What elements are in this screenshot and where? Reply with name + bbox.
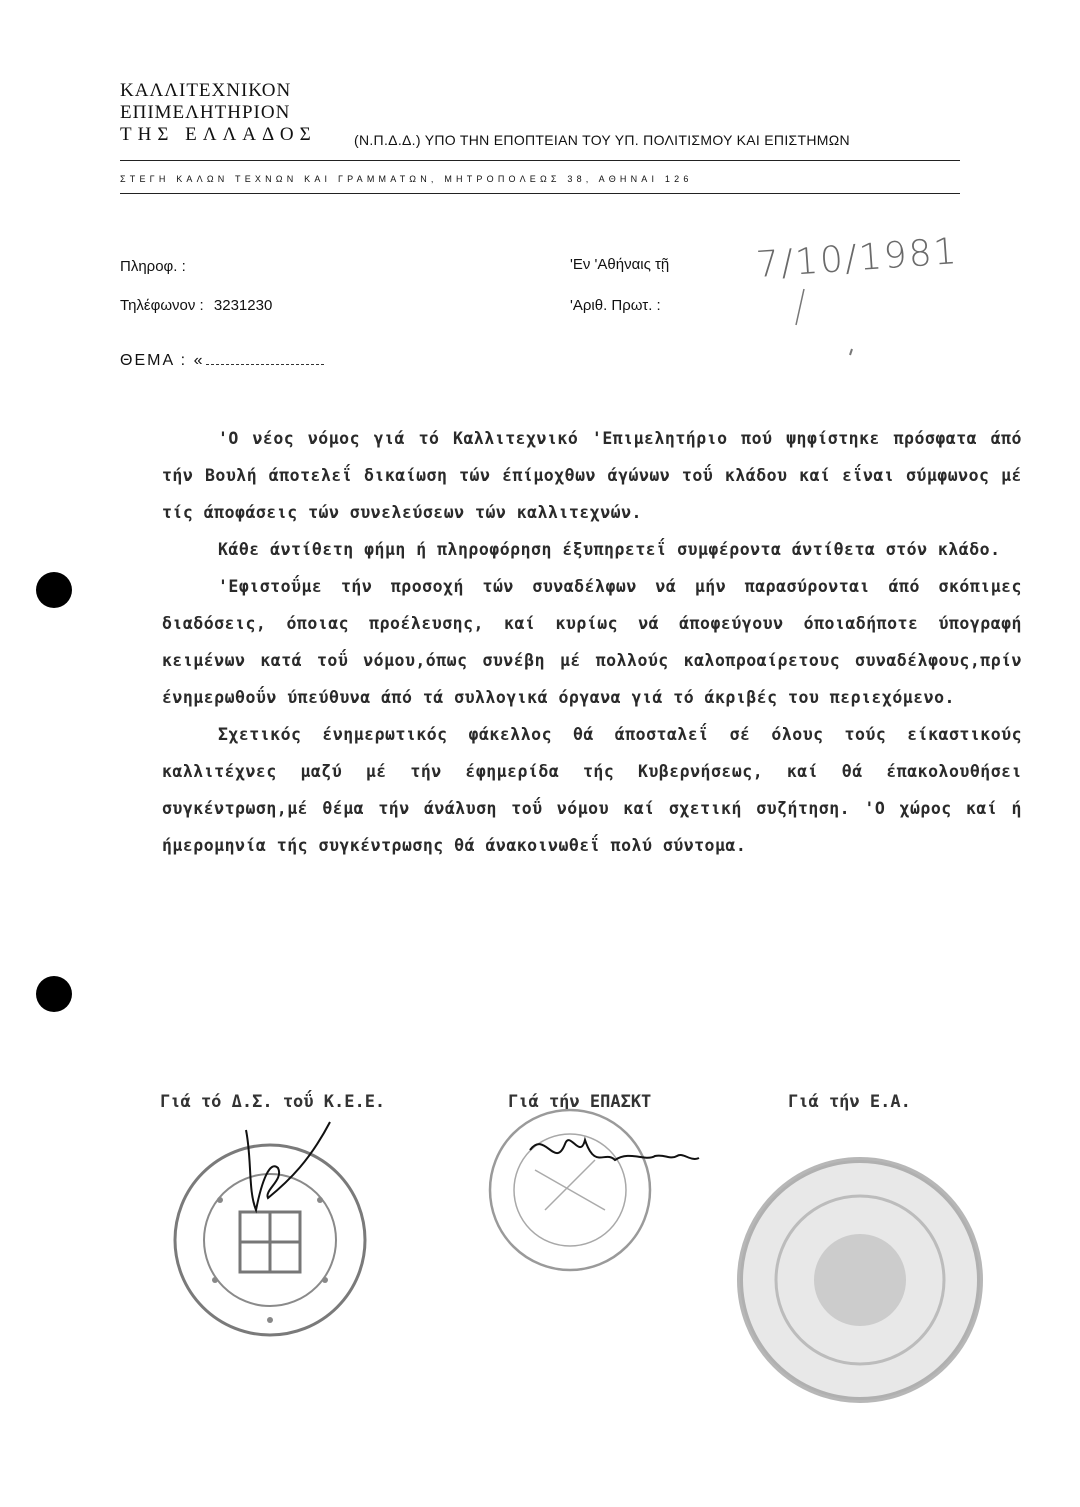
subject-field [120,352,324,370]
organization-name [120,80,317,146]
protocol-label: 'Αριθ. Πρωτ. : [570,297,661,314]
ea-seal-stamp [720,1130,1000,1430]
epaskt-seal-stamp [455,1100,715,1280]
phone-value: 3231230 [213,297,273,314]
signature-label-kee: Γιά τό Δ.Σ. τοΰ Κ.Ε.Ε. [160,1092,386,1112]
body-paragraph-1: 'Ο νέος νόμος γιά τό Καλλιτεχνικό 'Επιμελητήριο πού ψηφίστηκε πρόσφατα άπό τήν Βουλή άποτελεΐ δικαίωση τών έπίμοχθων άγώνων τοΰ κλάδου καί εΐναι σύμφωνος μέ τίς άποφάσεις τών συνελεύσεων τών καλλιτεχνών. [162,429,1022,522]
body-paragraph-3: 'Εφιστοΰμε τήν προσοχή τών συναδέλφων νά μήν παρασύρονται άπό σκόπιμες διαδόσεις, όποιας προέλευσης, καί κυρίως νά άποφεύγουν όποιαδήποτε ύπογραφή κειμένων κατά τοΰ νόμου,όπως συνέβη μέ πολλούς καλοπροαίρετους συναδέλφους,πρίν ένημερωθοΰν ύπεύθυνα άπό τά συλλογικά όργανα γιά τό άκριβές του περιεχόμενο. [162,577,1022,707]
punch-hole-bottom [36,976,72,1012]
address-line: ΣΤΕΓΗ ΚΑΛΩΝ ΤΕΧΝΩΝ ΚΑΙ ΓΡΑΜΜΑΤΩΝ, ΜΗΤΡΟΠΟΛΕΩΣ 38, ΑΘΗΝΑΙ 126 [120,174,693,184]
phone-field [120,297,272,314]
place-date-label: 'Εν 'Αθήναις τῇ [570,256,670,273]
subject-blank-line [206,352,324,365]
signature-label-epaskt: Γιά τήν ΕΠΑΣΚΤ [508,1092,652,1112]
org-line-2: ΕΠΙΜΕΛΗΤΗΡΙΟΝ [120,102,291,123]
info-label: Πληροφ. : [120,258,186,275]
body-paragraph-2: Κάθε άντίθετη φήμη ή πληροφόρηση έξυπηρετεΐ συμφέροντα άντίθετα στόν κλάδο. [218,540,1001,559]
header-rule-top [120,160,960,161]
supervision-note: (Ν.Π.Δ.Δ.) ΥΠΟ ΤΗΝ ΕΠΟΠΤΕΙΑΝ ΤΟΥ ΥΠ. ΠΟΛΙΤΙΣΜΟΥ ΚΑΙ ΕΠΙΣΤΗΜΩΝ [354,132,850,148]
punch-hole-top [36,572,72,608]
handwritten-date: 7/10/1981 [754,230,960,287]
phone-label: Τηλέφωνον : [120,297,204,314]
body-paragraph-4: Σχετικός ένημερωτικός φάκελλος θά άποσταλεΐ σέ όλους τούς είκαστικούς καλλιτέχνες μαζύ μέ τήν έφημερίδα τής Κυβερνήσεως, καί θά έπακολουθήσει συγκέντρωση,μέ θέμα τήν άνάλυση τοΰ νόμου καί σχετική συζήτηση. 'Ο χώρος καί ή ήμερομηνία τής συγκέντρωσης θά άνακοινωθεΐ πολύ σύντομα. [162,725,1022,855]
subject-label: ΘΕΜΑ : « [120,352,205,369]
handwritten-marks [780,285,870,405]
letter-body [162,420,1022,864]
official-seal-stamp [160,1120,380,1350]
header-rule-bottom [120,193,960,194]
org-line-1: ΚΑΛΛΙΤΕΧΝΙΚΟΝ [120,80,292,101]
org-line-3: ΤΗΣ ΕΛΛΑΔΟΣ [120,124,317,145]
signature-label-ea: Γιά τήν Ε.Α. [788,1092,911,1112]
